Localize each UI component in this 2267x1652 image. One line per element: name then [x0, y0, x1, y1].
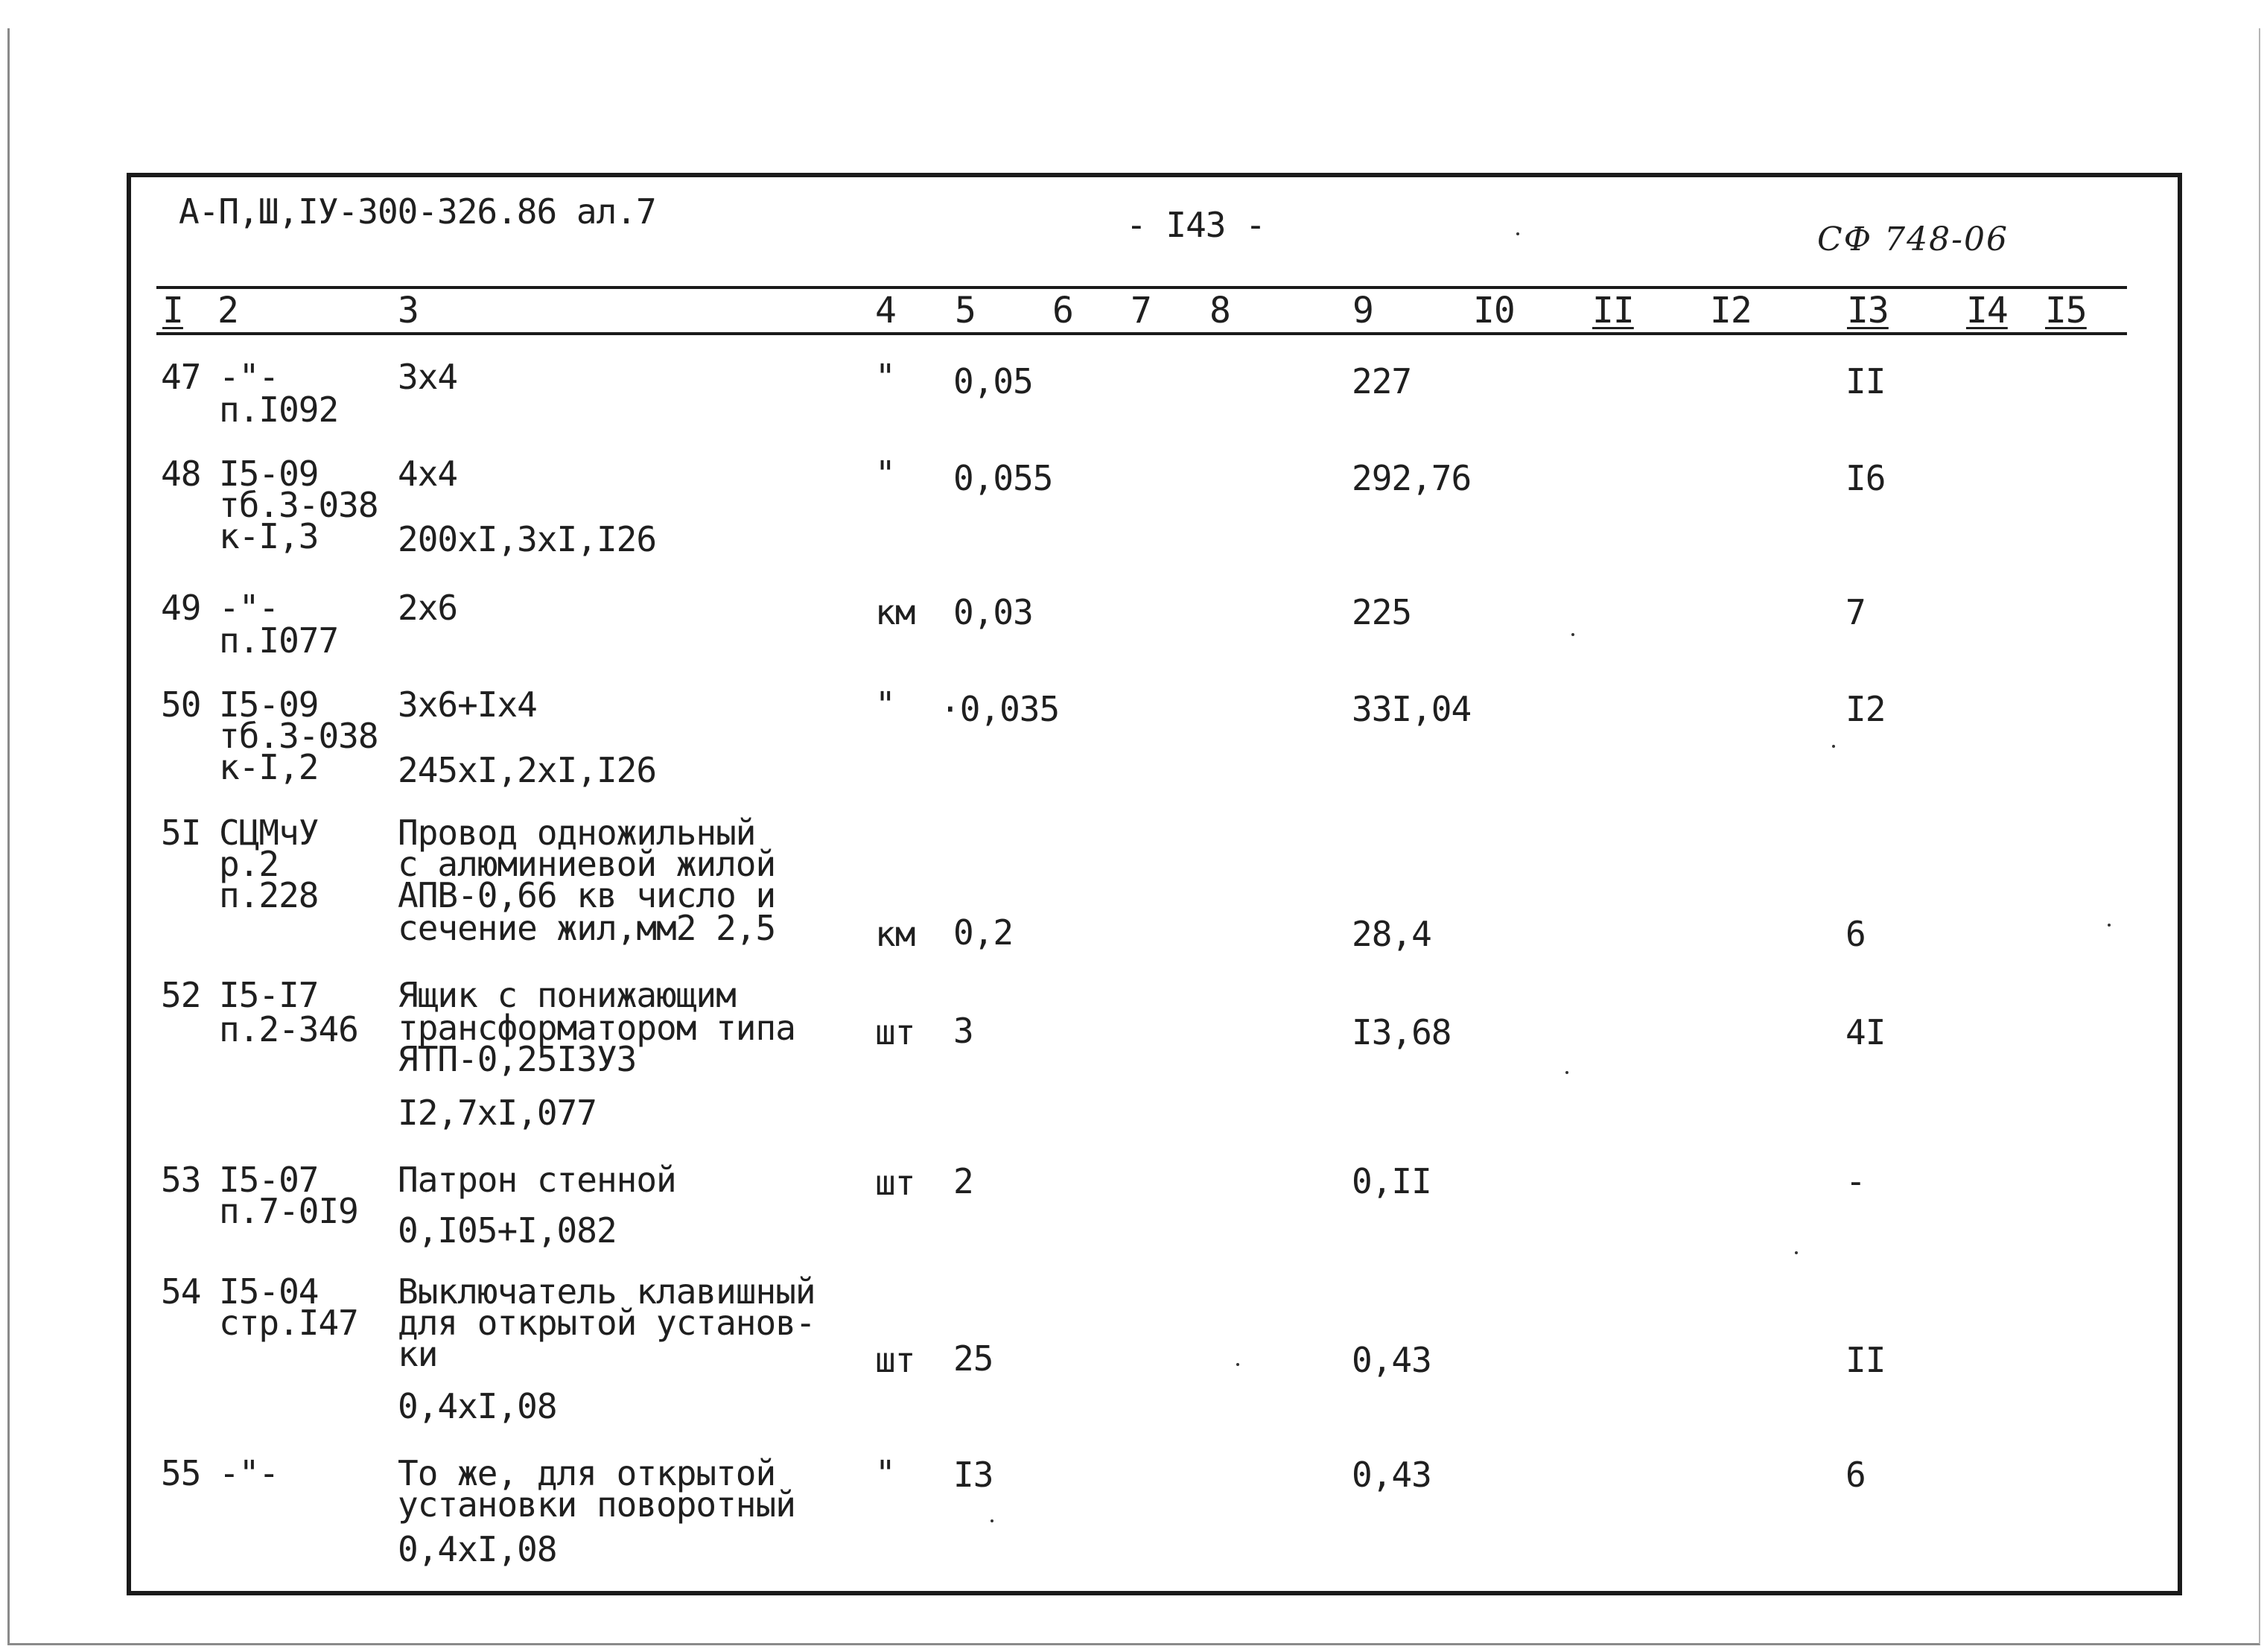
header-rule-top	[156, 286, 2127, 289]
column-header-2: 2	[217, 290, 238, 331]
document-code: А-П,Ш,IУ-300-326.86 ал.7	[179, 191, 656, 232]
row-49-quantity: 0,03	[953, 592, 1033, 632]
row-52-quantity: 3	[953, 1011, 973, 1051]
row-53-ref-line-1: I5-07	[219, 1160, 319, 1200]
row-53-number: 53	[161, 1160, 201, 1200]
header-rule-bottom	[156, 332, 2127, 335]
row-51-number: 5I	[161, 813, 201, 853]
row-55-ref-line-1: -"-	[219, 1453, 279, 1493]
row-54-ref-line-1: I5-04	[219, 1271, 319, 1312]
row-55-col13: 6	[1845, 1455, 1866, 1495]
row-47-col13: II	[1845, 361, 1886, 401]
row-55-number: 55	[161, 1453, 201, 1493]
row-52-desc-line-1: Ящик с понижающим	[398, 975, 736, 1015]
row-49-unit: км	[875, 592, 915, 632]
row-50-ref-line-3: к-I,2	[219, 747, 319, 787]
row-48-ref-line-1: I5-09	[219, 454, 319, 494]
row-53-quantity: 2	[953, 1161, 973, 1201]
row-48-description: 4х4	[398, 454, 458, 494]
column-header-7: 7	[1131, 290, 1151, 331]
row-55-desc-line-1: То же, для открытой	[398, 1453, 776, 1493]
row-48-number: 48	[161, 454, 201, 494]
row-51-ref-line-2: р.2	[219, 844, 279, 884]
stamp-code: СФ 748-06	[1817, 220, 2009, 258]
row-54-calculation: 0,4хI,08	[398, 1386, 557, 1426]
row-47-unit: "	[875, 357, 895, 397]
row-54-desc-line-2: для открытой установ-	[398, 1303, 815, 1343]
scan-speck	[1571, 633, 1574, 636]
row-49-col9: 225	[1352, 592, 1412, 632]
row-55-calculation: 0,4хI,08	[398, 1529, 557, 1569]
row-48-unit: "	[875, 454, 895, 494]
page-number: - I43 -	[1126, 205, 1265, 245]
scan-speck	[1795, 1251, 1798, 1254]
row-53-calculation: 0,I05+I,082	[398, 1210, 617, 1251]
scan-speck	[1516, 232, 1519, 235]
row-51-ref-line-3: п.228	[219, 875, 319, 915]
row-54-col13: II	[1845, 1340, 1886, 1380]
row-50-unit: "	[875, 684, 895, 725]
row-49-description: 2х6	[398, 588, 458, 628]
row-49-ref-line-1: -"-	[219, 588, 279, 628]
column-header-10: I0	[1473, 290, 1515, 331]
row-52-unit: шт	[875, 1012, 915, 1052]
row-50-ref-line-1: I5-09	[219, 684, 319, 725]
row-53-unit: шт	[875, 1163, 915, 1203]
column-header-4: 4	[875, 290, 896, 331]
column-header-5: 5	[955, 290, 976, 331]
row-54-quantity: 25	[953, 1338, 993, 1379]
row-55-desc-line-2: установки поворотный	[398, 1484, 795, 1525]
row-50-ref-line-2: тб.3-038	[219, 716, 378, 756]
row-47-description: 3х4	[398, 357, 458, 397]
row-48-col13: I6	[1845, 458, 1886, 498]
row-53-col13: -	[1845, 1161, 1866, 1201]
row-51-unit: км	[875, 914, 915, 954]
column-header-3: 3	[398, 290, 419, 331]
column-header-9: 9	[1352, 290, 1373, 331]
column-header-1: I	[162, 290, 183, 331]
row-48-ref-line-3: к-I,3	[219, 516, 319, 556]
row-53-col9: 0,II	[1352, 1161, 1431, 1201]
column-header-6: 6	[1052, 290, 1073, 331]
row-50-number: 50	[161, 684, 201, 725]
row-51-ref-line-1: СЦМчУ	[219, 813, 319, 853]
row-51-col9: 28,4	[1352, 914, 1431, 954]
row-52-col13: 4I	[1845, 1012, 1886, 1052]
row-49-col13: 7	[1845, 592, 1866, 632]
row-49-ref-line-2: п.I077	[219, 620, 339, 661]
row-51-desc-line-3: АПВ-0,66 кв число и	[398, 875, 776, 915]
row-52-ref-line-2: п.2-346	[219, 1009, 358, 1049]
row-51-desc-line-4: сечение жил,мм2 2,5	[398, 908, 776, 948]
row-51-desc-line-2: с алюминиевой жилой	[398, 844, 776, 884]
column-header-13: I3	[1847, 290, 1889, 331]
scan-speck	[2108, 924, 2111, 927]
row-50-col9: 33I,04	[1352, 689, 1472, 729]
row-47-ref-line-1: -"-	[219, 357, 279, 397]
column-header-11: II	[1592, 290, 1634, 331]
row-52-calculation: I2,7хI,077	[398, 1093, 597, 1133]
row-52-col9: I3,68	[1352, 1012, 1452, 1052]
row-47-ref-line-2: п.I092	[219, 390, 339, 430]
row-47-col9: 227	[1352, 361, 1412, 401]
row-50-description: 3х6+Iх4	[398, 684, 537, 725]
scan-speck	[1236, 1363, 1239, 1366]
row-51-desc-line-1: Провод одножильный	[398, 813, 756, 853]
scan-speck	[1832, 745, 1835, 748]
row-54-col9: 0,43	[1352, 1340, 1431, 1380]
scan-speck	[991, 1519, 993, 1522]
row-54-desc-line-1: Выключатель клавишный	[398, 1271, 815, 1312]
row-52-desc-line-3: ЯТП-0,25I3У3	[398, 1039, 637, 1079]
row-55-unit: "	[875, 1453, 895, 1493]
row-53-description: Патрон стенной	[398, 1160, 676, 1200]
row-54-desc-line-3: ки	[398, 1334, 438, 1374]
column-header-15: I5	[2045, 290, 2087, 331]
row-50-col13: I2	[1845, 689, 1886, 729]
column-header-14: I4	[1966, 290, 2008, 331]
row-48-ref-line-2: тб.3-038	[219, 485, 378, 525]
row-52-ref-line-1: I5-I7	[219, 975, 319, 1015]
row-54-number: 54	[161, 1271, 201, 1312]
row-48-quantity: 0,055	[953, 458, 1053, 498]
column-header-8: 8	[1209, 290, 1230, 331]
row-47-quantity: 0,05	[953, 361, 1033, 401]
row-55-col9: 0,43	[1352, 1455, 1431, 1495]
scan-speck	[1565, 1071, 1568, 1074]
row-54-unit: шт	[875, 1340, 915, 1380]
row-51-quantity: 0,2	[953, 912, 1014, 953]
row-47-number: 47	[161, 357, 201, 397]
row-51-col13: 6	[1845, 914, 1866, 954]
row-50-quantity: ·0,035	[940, 689, 1060, 729]
row-55-quantity: I3	[953, 1455, 993, 1495]
row-48-col9: 292,76	[1352, 458, 1472, 498]
row-53-ref-line-2: п.7-0I9	[219, 1191, 358, 1231]
row-48-calculation: 200хI,3хI,I26	[398, 519, 657, 559]
column-header-12: I2	[1710, 290, 1752, 331]
row-50-calculation: 245хI,2хI,I26	[398, 750, 657, 790]
row-52-number: 52	[161, 975, 201, 1015]
row-52-desc-line-2: трансформатором типа	[398, 1008, 795, 1048]
row-49-number: 49	[161, 588, 201, 628]
row-54-ref-line-2: стр.I47	[219, 1303, 358, 1343]
